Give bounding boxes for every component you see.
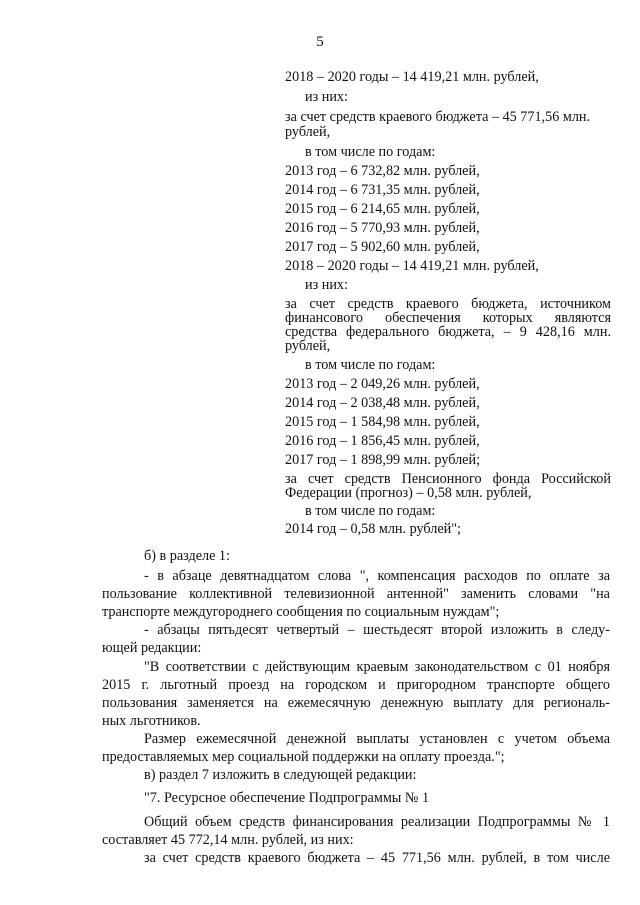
text-line: из них:: [305, 277, 348, 293]
text-line: ющей редакции:: [102, 640, 202, 656]
text-line: средства федерального бюджета, – 9 428,16 млн.: [285, 324, 611, 340]
text-line: за счет средств краевого бюджета, источником: [285, 296, 611, 312]
text-line: 2016 год – 1 856,45 млн. рублей,: [285, 433, 480, 449]
text-line: финансового обеспечения которых являются: [285, 310, 611, 326]
text-line: 2017 год – 5 902,60 млн. рублей,: [285, 239, 480, 255]
text-line: в) раздел 7 изложить в следующей редакции:: [144, 767, 417, 783]
text-line: - в абзаце девятнадцатом слова ", компенсация расходов по оплате за: [144, 568, 610, 584]
text-line: за счет средств Пенсионного фонда Российской: [285, 471, 611, 487]
text-line: в том числе по годам:: [305, 144, 436, 160]
text-line: транспорте междугороднего сообщения по социальным нуждам";: [102, 604, 500, 620]
text-line: в том числе по годам:: [305, 357, 436, 373]
text-line: 2013 год – 6 732,82 млн. рублей,: [285, 163, 480, 179]
text-line: за счет средств краевого бюджета – 45 771,56 млн. рублей, в том числе: [144, 850, 610, 866]
text-line: "В соответствии с действующим краевым законодательством с 01 ноября: [144, 659, 610, 675]
text-line: "7. Ресурсное обеспечение Подпрограммы № 1: [144, 790, 430, 806]
text-line: 2015 год – 1 584,98 млн. рублей,: [285, 414, 480, 430]
text-line: 2018 – 2020 годы – 14 419,21 млн. рублей,: [285, 258, 539, 274]
text-line: 2014 год – 6 731,35 млн. рублей,: [285, 182, 480, 198]
text-line: 2014 год – 2 038,48 млн. рублей,: [285, 395, 480, 411]
text-line: составляет 45 772,14 млн. рублей, из них:: [102, 832, 354, 848]
text-line: 2017 год – 1 898,99 млн. рублей;: [285, 452, 481, 468]
text-line: пользования заменяется на ежемесячную денежную выплату для региональ-: [102, 695, 610, 711]
text-line: 2015 год – 6 214,65 млн. рублей,: [285, 201, 480, 217]
text-line: Общий объем средств финансирования реализации Подпрограммы № 1: [144, 814, 610, 830]
text-line: 2016 год – 5 770,93 млн. рублей,: [285, 220, 480, 236]
text-line: 2015 г. льготный проезд на городском и пригородном транспорте общего: [102, 677, 610, 693]
text-line: 2014 год – 0,58 млн. рублей";: [285, 521, 461, 537]
text-line: из них:: [305, 89, 348, 105]
text-line: рублей,: [285, 338, 331, 354]
text-line: Размер ежемесячной денежной выплаты установлен с учетом объема: [144, 731, 610, 747]
text-line: - абзацы пятьдесят четвертый – шестьдесят второй изложить в следу-: [144, 622, 610, 638]
text-line: рублей,: [285, 124, 331, 140]
text-line: 2018 – 2020 годы – 14 419,21 млн. рублей,: [285, 69, 539, 85]
text-line: 2013 год – 2 049,26 млн. рублей,: [285, 376, 480, 392]
text-line: ных льготников.: [102, 713, 201, 729]
text-line: предоставляемых мер социальной поддержки на оплату проезда.";: [102, 749, 505, 765]
text-line: Федерации (прогноз) – 0,58 млн. рублей,: [285, 485, 532, 501]
page-number: 5: [316, 34, 324, 50]
text-line: за счет средств краевого бюджета – 45 771,56 млн.: [285, 109, 591, 125]
text-line: б) в разделе 1:: [144, 548, 230, 564]
text-line: в том числе по годам:: [305, 503, 436, 519]
text-line: пользование коллективной телевизионной антенной" заменить словами "на: [102, 586, 610, 602]
